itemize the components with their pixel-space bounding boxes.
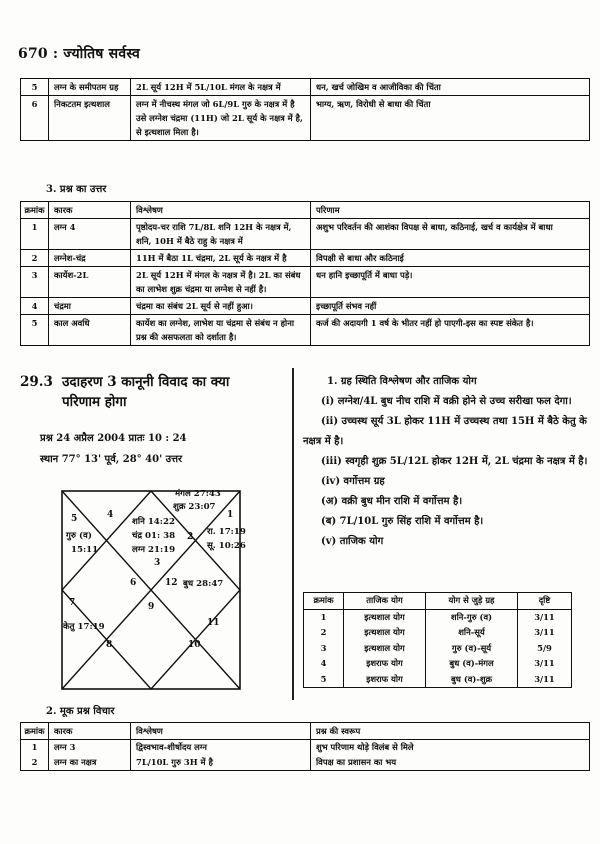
table-row <box>21 267 590 298</box>
table-row <box>21 250 590 267</box>
aspect-cell: 3/11 <box>518 625 572 641</box>
karak-cell: लग्न 3 <box>49 740 131 756</box>
result-cell: कर्ज की अदायगी 1 वर्ष के भीतर नहीं हो पाएगी-इस का स्पष्ट संकेत है। <box>311 315 590 346</box>
tajik-yoga-table <box>303 592 572 688</box>
planet-ketu: केतु 17:19 <box>63 622 105 632</box>
header-karak: कारक <box>49 202 131 219</box>
analysis-point-5: (v) ताजिक योग <box>321 536 384 547</box>
table-row <box>21 96 590 141</box>
planets-cell: बुध (व)-मंगल <box>426 656 518 672</box>
analysis-cell: कार्येश का लग्नेश, लाभेश या चंद्रमा से संबंध न होना प्रश्न की असफलता को दर्शाता है। <box>131 315 311 346</box>
house-number-12: 12 <box>165 578 178 588</box>
row-number: 3 <box>21 267 49 298</box>
house-number-3: 3 <box>154 558 161 568</box>
house-number-9: 9 <box>148 602 155 612</box>
karak-cell: कार्येश-2L <box>49 267 131 298</box>
analysis-point-4a: (अ) वक्री बुध मीन राशि में वर्गोत्तम है। <box>321 496 463 507</box>
result-cell: विपक्षी से बाधा और कठिनाई <box>311 250 590 267</box>
analysis-cell: चंद्रमा का संबंध 2L सूर्य से नहीं हुआ। <box>131 298 311 315</box>
analysis-point-2: (ii) उच्चस्थ सूर्य 3L होकर 11H में उच्चस्थ तथा 15H में बैठे केतु के नक्षत्र में है। <box>303 416 587 447</box>
row-number: 1 <box>21 219 49 250</box>
table-header-row <box>304 593 572 610</box>
planet-sun: सू. 10:26 <box>207 541 246 551</box>
planet-jupiter-degree: 15:11 <box>71 545 99 555</box>
header-swaroop: प्रश्न की स्वरूप <box>311 723 590 740</box>
row-number: 5 <box>21 315 49 346</box>
analysis-point-4b: (ब) 7L/10L गुरु सिंह राशि में वर्गोत्तम है। <box>321 516 484 527</box>
row-number: 1 <box>21 740 49 756</box>
house-number-11: 11 <box>207 618 220 628</box>
table-row <box>21 219 590 250</box>
section-heading-answer: 3. प्रश्न का उत्तर <box>46 184 107 195</box>
analysis-point-3: (iii) स्वगृही शुक्र 5L/12L होकर 12H में, 2L चंद्रमा के नक्षत्र में है। <box>321 456 588 467</box>
header-vishleshan: विश्लेषण <box>131 723 311 740</box>
planets-cell: बुध (व)-शुक्र <box>426 672 518 688</box>
result-cell: इच्छापूर्ति संभव नहीं <box>311 298 590 315</box>
header-kramank: क्रमांक <box>304 593 344 610</box>
result-cell: धन हानि इच्छापूर्ति में बाधा पड़े। <box>311 267 590 298</box>
analysis-heading: 1. ग्रह स्थिति विश्लेषण और ताजिक योग <box>327 376 477 387</box>
analysis-section <box>303 372 588 552</box>
row-number: 5 <box>21 79 49 96</box>
result-cell: धन, खर्च जोखिम व आजीविका की चिंता <box>311 79 590 96</box>
table-row <box>21 315 590 346</box>
table-row <box>21 79 590 96</box>
karak-cell: काल अवधि <box>49 315 131 346</box>
analysis-cell: 2L सूर्य 12H में मंगल के नक्षत्र में है। 2L का संबंध का लाभेश शुक्र चंद्रमा या लग्नेश से नहीं है। <box>131 267 311 298</box>
karak-cell: लग्न 4 <box>49 219 131 250</box>
table-row <box>21 755 590 771</box>
house-number-5: 5 <box>71 514 78 524</box>
nature-cell: विपक्ष का प्रशासन का भय <box>311 755 590 771</box>
section-heading-muk-prashna: 2. मूक प्रश्न विचार <box>46 706 115 717</box>
header-kramank: क्रमांक <box>21 202 49 219</box>
planets-cell: शनि-गुरु (व) <box>426 609 518 625</box>
header-grah: योग से जुड़े ग्रह <box>426 593 518 610</box>
yoga-cell: इत्थशाल योग <box>344 609 426 625</box>
house-number-10: 10 <box>188 640 201 650</box>
table-row <box>304 672 572 688</box>
aspect-cell: 3/11 <box>518 672 572 688</box>
row-number: 2 <box>304 625 344 641</box>
yoga-cell: इत्थशाल योग <box>344 625 426 641</box>
analysis-cell: लग्न में नीचस्थ मंगल जो 6L/9L गुरु के नक्षत्र में है उसे लग्नेश चंद्रमा (11H) जो 2L सूर्य के नक्षत्र में है, से इत्थशाल मिला है। <box>131 96 311 141</box>
header-parinam: परिणाम <box>311 202 590 219</box>
analysis-cell: 7L/10L गुरु 3H में है <box>131 755 311 771</box>
row-number: 3 <box>304 641 344 657</box>
aspect-cell: 5/9 <box>518 641 572 657</box>
table-row <box>21 740 590 756</box>
table-row <box>21 298 590 315</box>
header-kramank: क्रमांक <box>21 723 49 740</box>
house-number-4: 4 <box>107 510 114 520</box>
house-number-1: 1 <box>227 510 234 520</box>
yoga-cell: इशराफ योग <box>344 656 426 672</box>
planets-cell: गुरु (व)-सूर्य <box>426 641 518 657</box>
header-vishleshan: विश्लेषण <box>131 202 311 219</box>
karak-cell: निकटतम इत्थशाल <box>49 96 131 141</box>
column-divider <box>292 368 294 700</box>
analysis-point-4: (iv) वर्गोत्तम ग्रह <box>321 476 385 487</box>
running-head: 670 : ज्योतिष सर्वस्व <box>18 46 140 62</box>
row-number: 2 <box>21 250 49 267</box>
header-tajik-yoga: ताजिक योग <box>344 593 426 610</box>
example-title-line2: परिणाम होगा <box>62 394 127 410</box>
row-number: 2 <box>21 755 49 771</box>
table-row <box>304 641 572 657</box>
planet-saturn: शनि 14:22 <box>132 517 175 527</box>
planet-venus: शुक्र 23:07 <box>173 502 216 512</box>
example-title-line1: उदाहरण 3 कानूनी विवाद का क्या <box>62 374 230 390</box>
horoscope-chart <box>61 489 246 690</box>
house-number-7: 7 <box>69 598 76 608</box>
table-row <box>304 656 572 672</box>
result-cell: अशुभ परिवर्तन की आशंका विपक्ष से बाधा, कठिनाई, खर्च व कार्यक्षेत्र में बाधा <box>311 219 590 250</box>
example-title <box>20 372 290 412</box>
row-number: 4 <box>21 298 49 315</box>
planet-jupiter: गुरु (व) <box>66 531 92 541</box>
table-header-row <box>21 202 590 219</box>
query-location: स्थान 77° 13' पूर्व, 28° 40' उत्तर <box>40 454 183 465</box>
row-number: 4 <box>304 656 344 672</box>
table-row <box>304 609 572 625</box>
yoga-cell: इत्थशाल योग <box>344 641 426 657</box>
planets-cell: शनि-सूर्य <box>426 625 518 641</box>
planet-mercury: बुध 28:47 <box>183 579 224 589</box>
planet-rahu: रा. 17:19 <box>207 527 246 537</box>
analysis-cell: पृष्ठोदय-चर राशि 7L/8L शनि 12H के नक्षत्र में, शनि, 10H में बैठे राहु के नक्षत्र में <box>131 219 311 250</box>
planet-moon: चंद्र 01: 38 <box>132 531 176 541</box>
row-number: 1 <box>304 609 344 625</box>
karak-cell: चंद्रमा <box>49 298 131 315</box>
query-datetime: प्रश्न 24 अप्रैल 2004 प्रातः 10 : 24 <box>40 433 187 444</box>
karak-cell: लग्नेश-चंद्र <box>49 250 131 267</box>
table-header-row <box>21 723 590 740</box>
result-cell: भाग्य, ऋण, विरोधी से बाधा की चिंता <box>311 96 590 141</box>
analysis-point-1: (i) लग्नेश/4L बुध नीच राशि में वक्री होने से उच्च सरीखा फल देगा। <box>321 396 572 407</box>
aspect-cell: 3/11 <box>518 656 572 672</box>
header-karak: कारक <box>49 723 131 740</box>
muk-prashna-table <box>20 722 590 771</box>
planet-lagna: लग्न 21:19 <box>132 545 176 555</box>
analysis-cell: 11H में बैठा 1L चंद्रमा, 2L सूर्य के नक्षत्र में है <box>131 250 311 267</box>
yoga-cell: इशराफ योग <box>344 672 426 688</box>
planet-mars: मंगल 27:43 <box>175 489 221 499</box>
karak-cell: लग्न के समीपतम ग्रह <box>49 79 131 96</box>
answer-table <box>20 201 590 346</box>
example-number: 29.3 <box>20 374 53 390</box>
aspect-cell: 3/11 <box>518 609 572 625</box>
house-number-8: 8 <box>106 640 113 650</box>
house-number-6: 6 <box>130 578 137 588</box>
karak-cell: लग्न का नक्षत्र <box>49 755 131 771</box>
analysis-cell: द्विस्वभाव-शीर्षोदय लग्न <box>131 740 311 756</box>
nature-cell: शुभ परिणाम थोड़े विलंब से मिले <box>311 740 590 756</box>
continued-table <box>20 78 590 141</box>
analysis-cell: 2L सूर्य 12H में 5L/10L मंगल के नक्षत्र में <box>131 79 311 96</box>
house-number-2: 2 <box>187 532 194 542</box>
table-row <box>304 625 572 641</box>
row-number: 6 <box>21 96 49 141</box>
header-drishti: दृष्टि <box>518 593 572 610</box>
row-number: 5 <box>304 672 344 688</box>
